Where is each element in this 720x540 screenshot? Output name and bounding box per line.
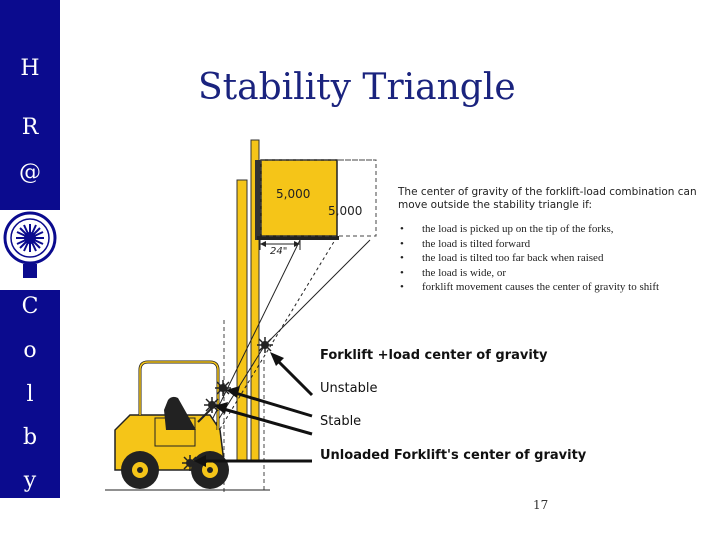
- sidebar: [0, 0, 60, 498]
- seal-box: [0, 210, 60, 290]
- sidebar-letter: o: [23, 338, 37, 363]
- forks: [257, 236, 339, 240]
- forklift-seat: [164, 397, 196, 430]
- sidebar-letter: y: [23, 468, 37, 493]
- bullet-item: • forklift movement causes the center of gravity to shift: [398, 280, 718, 295]
- sidebar-letter: R: [21, 115, 39, 140]
- stability-bullet-list: [398, 222, 718, 295]
- label-unloaded-cog: Unloaded Forklift's center of gravity: [320, 448, 587, 463]
- college-seal-icon: [0, 210, 60, 290]
- load-label-side: 5,000: [328, 204, 363, 218]
- page-number: 17: [533, 498, 549, 512]
- forklift-mast-outer: [237, 180, 247, 462]
- load-label-top: 5,000: [276, 187, 311, 201]
- label-unstable: Unstable: [320, 381, 378, 396]
- bullet-item: • the load is picked up on the tip of the forks,: [398, 222, 718, 237]
- sidebar-letter: b: [22, 425, 38, 450]
- sidebar-letter: H: [20, 56, 40, 81]
- label-stable: Stable: [320, 414, 362, 429]
- sidebar-letter: C: [21, 294, 39, 319]
- bullet-item: • the load is tilted forward: [398, 237, 718, 252]
- bullet-item: • the load is tilted too far back when raised: [398, 251, 718, 266]
- cog-marker-combined: [257, 337, 273, 353]
- sidebar-letter: @: [19, 160, 41, 185]
- label-combined-cog: Forklift +load center of gravity: [320, 348, 548, 363]
- cog-marker-unstable: [215, 380, 231, 396]
- stability-intro-text: The center of gravity of the forklift-load combination can move outside the stability triangle if:: [398, 186, 697, 211]
- cog-marker-unloaded: [182, 455, 198, 471]
- slide-title: Stability Triangle: [198, 67, 516, 108]
- bullet-item: • the load is wide, or: [398, 266, 718, 281]
- load-backrest: [255, 160, 261, 240]
- arrow-combined: [275, 358, 312, 395]
- dimension-label: 24": [270, 246, 288, 257]
- sidebar-letter: l: [26, 382, 34, 407]
